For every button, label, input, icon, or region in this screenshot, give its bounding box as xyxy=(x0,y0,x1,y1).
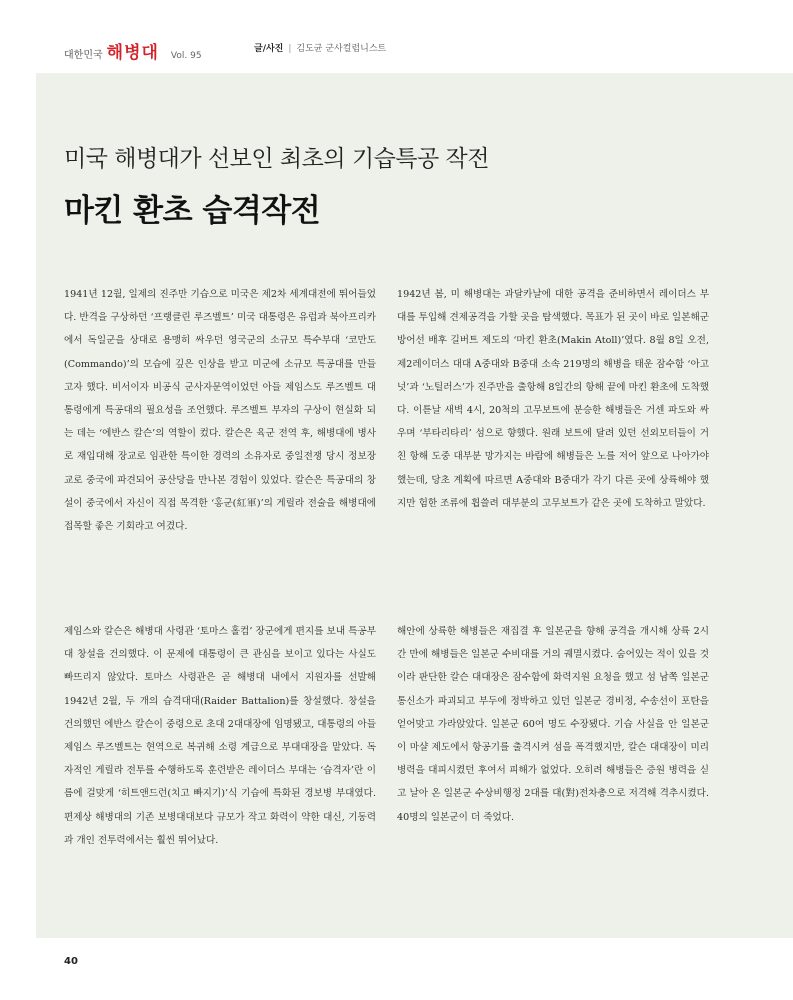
volume-number: Vol. 95 xyxy=(170,51,202,61)
article-subtitle: 미국 해병대가 선보인 최초의 기습특공 작전 xyxy=(64,146,489,172)
magazine-title: 해병대 xyxy=(106,43,159,63)
column-left-bottom xyxy=(64,620,376,852)
byline-divider: | xyxy=(288,44,292,54)
column-left-top xyxy=(64,283,376,538)
body-paragraph: 1941년 12월, 일제의 진주만 기습으로 미국은 제2차 세계대전에 뛰어들었다. 반격을 구상하던 ‘프랭클린 루즈벨트’ 미국 대통령은 유럽과 북아프리카에서 독일군을 상대로 용맹히 싸우던 영국군의 소규모 특수부대 ‘코만도(Commando)’의 모습에 깊은 인상을 받고 미군에 소규모 특공대를 만들고자 했다. 비서이자 비공식 군사자문역이었던 아들 제임스도 루즈벨트 대통령에게 특공대의 필요성을 조언했다. 루즈벨트 부자의 구상이 현실화 되는 데는 ‘에반스 칼슨’의 역할이 컸다. 칼슨은 육군 전역 후, 해병대에 병사로 재입대해 장교로 임관한 특이한 경력의 소유자로 중일전쟁 당시 정보장교로 중국에 파견되어 공산당을 만나본 경험이 있었다. 칼슨은 특공대의 창설이 중국에서 자신이 직접 목격한 ‘홍군(紅軍)’의 게릴라 전술을 해병대에 접목할 좋은 기회라고 여겼다. xyxy=(64,289,376,533)
byline xyxy=(254,41,386,54)
body-paragraph: 제임스와 칼슨은 해병대 사령관 ‘토마스 홀컴’ 장군에게 편지를 보내 특공부대 창설을 건의했다. 이 문제에 대통령이 큰 관심을 보이고 있다는 사실도 빠뜨리지 않았다. 토마스 사령관은 곧 해병대 내에서 지원자를 선발해 1942년 2월, 두 개의 습격대대(Raider Battalion)를 창설했다. 창설을 건의했던 에반스 칼슨이 중령으로 초대 2대대장에 임명됐고, 대통령의 아들 제임스 루즈벨트는 현역으로 복귀해 소령 계급으로 부대대장을 맡았다. 독자적인 게릴라 전투를 수행하도록 훈련받은 레이더스 부대는 ‘습격자’란 이름에 걸맞게 ‘히트앤드런(치고 빠지기)’식 기습에 특화된 경보병 부대였다. 편제상 해병대의 기존 보병대대보다 규모가 작고 화력이 약한 대신, 기동력과 개인 전투력에서는 훨씬 뛰어났다. xyxy=(64,626,376,846)
column-right-top xyxy=(397,283,709,515)
column-right-bottom xyxy=(397,620,709,829)
magazine-prefix: 대한민국 xyxy=(64,50,103,61)
body-paragraph: 해안에 상륙한 해병들은 재집결 후 일본군을 향해 공격을 개시해 상륙 2시간 만에 해병들은 일본군 수비대를 거의 궤멸시켰다. 숨어있는 적이 있을 것이라 판단한 칼슨 대대장은 잠수함에 화력지원 요청을 했고 섬 남쪽 일본군 통신소가 파괴되고 부두에 정박하고 있던 일본군 경비정, 수송선이 포탄을 얻어맞고 가라앉았다. 일본군 60여 명도 수장됐다. 기습 사실을 안 일본군이 마샬 제도에서 항공기를 출격시켜 섬을 폭격했지만, 칼슨 대대장이 미리 병력을 대피시켰던 후여서 피해가 없었다. 오히려 해병들은 증원 병력을 싣고 날아 온 일본군 수상비행정 2대를 대(對)전차총으로 저격해 격추시켰다. 40명의 일본군이 더 죽었다. xyxy=(397,626,709,823)
byline-label: 글/사진 xyxy=(254,44,284,54)
body-paragraph: 1942년 봄, 미 해병대는 과달카날에 대한 공격을 준비하면서 레이더스 부대를 투입해 견제공격을 가할 곳을 탐색했다. 목표가 된 곳이 바로 일본해군 방어선 배후 길버트 제도의 ‘마킨 환초(Makin Atoll)’였다. 8월 8일 오전, 제2레이더스 대대 A중대와 B중대 소속 219명의 해병을 태운 잠수함 ‘아고넛’과 ‘노틸러스’가 진주만을 출항해 8일간의 항해 끝에 마킨 환초에 도착했다. 이튿날 새벽 4시, 20척의 고무보트에 분승한 해병들은 거센 파도와 싸우며 ‘부타리타리’ 섬으로 향했다. 원래 보트에 달려 있던 선외모터들이 거친 항해 도중 대부분 망가지는 바람에 해병들은 노를 저어 앞으로 나아가야 했는데, 당초 계획에 따르면 A중대와 B중대가 각기 다른 곳에 상륙해야 했지만 험한 조류에 휩쓸려 대부분의 고무보트가 같은 곳에 도착하고 말았다. xyxy=(397,289,709,509)
byline-author: 김도균 군사컬럼니스트 xyxy=(296,44,387,54)
magazine-header xyxy=(64,38,202,63)
page-number: 40 xyxy=(64,956,78,967)
article-title: 마킨 환초 습격작전 xyxy=(64,193,321,229)
